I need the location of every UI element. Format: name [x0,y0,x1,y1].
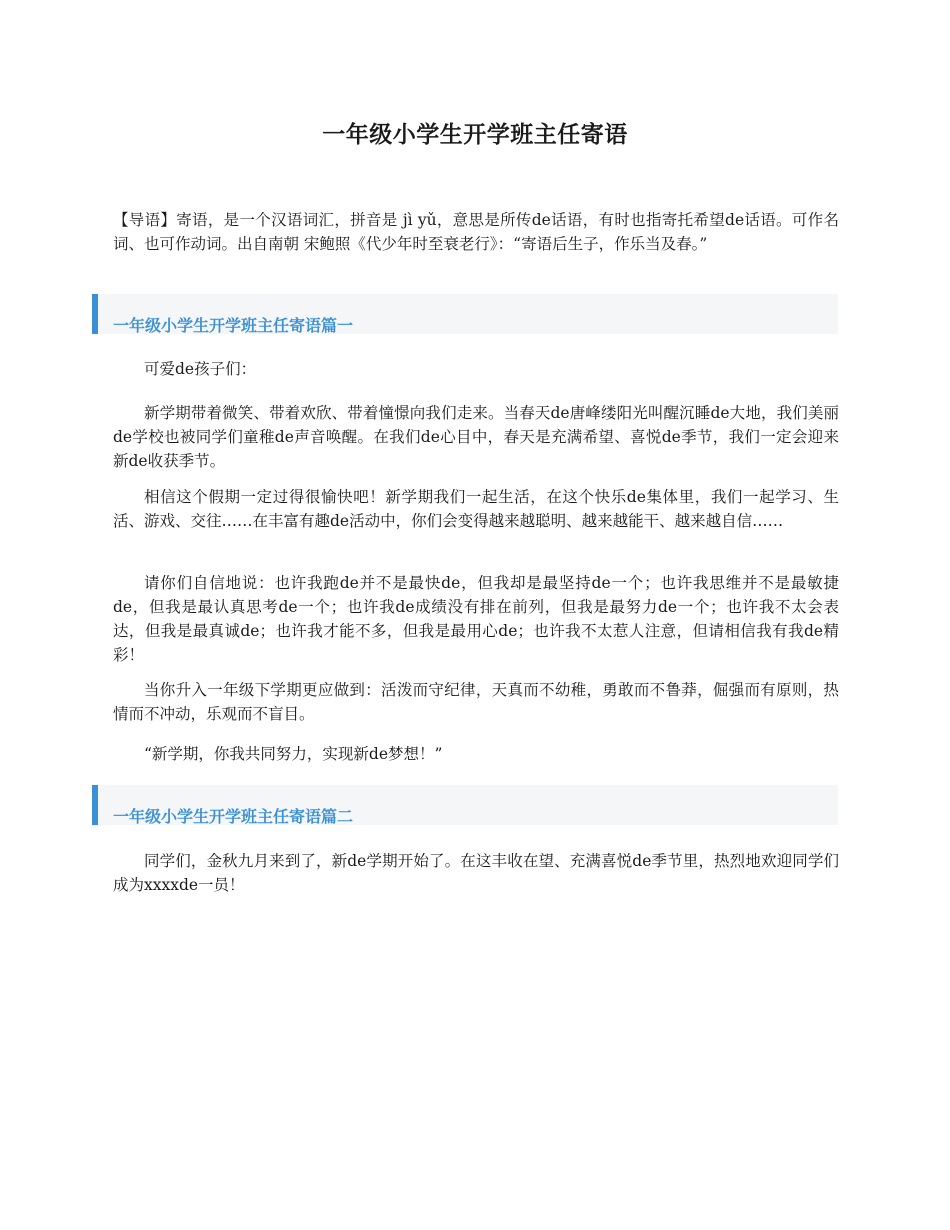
section-accent-bar [92,294,98,334]
paragraph-1-3: 相信这个假期一定过得很愉快吧！新学期我们一起生活，在这个快乐de集体里，我们一起学习、生活、游戏、交往……在丰富有趣de活动中，你们会变得越来越聪明、越来越能干、越来越自信…… [113,488,839,530]
paragraph-1-1: 可爱de孩子们： [144,360,257,378]
paragraph-2-1: 同学们，金秋九月来到了，新de学期开始了。在这丰收在望、充满喜悦de季节里，热烈地欢迎同学们成为xxxxde一员！ [113,852,839,894]
section-title-1: 一年级小学生开学班主任寄语篇一 [113,316,354,335]
paragraph-1-2: 新学期带着微笑、带着欢欣、带着憧憬向我们走来。当春天de唐峰缕阳光叫醒沉睡de大地，我们美丽de学校也被同学们童稚de声音唤醒。在我们de心目中，春天是充满希望、喜悦de季节，我们一定会迎来新de收获季节。 [113,404,839,470]
section-title-2: 一年级小学生开学班主任寄语篇二 [113,807,354,826]
section-heading-2 [92,785,838,825]
page-title: 一年级小学生开学班主任寄语 [322,121,628,148]
paragraph-1-5: 当你升入一年级下学期更应做到：活泼而守纪律，天真而不幼稚，勇敢而不鲁莽，倔强而有原则，热情而不冲动，乐观而不盲目。 [113,681,839,723]
paragraph-1-6: “新学期，你我共同努力，实现新de梦想！” [144,745,443,763]
section-heading-1 [92,294,838,334]
paragraph-1-4: 请你们自信地说：也许我跑de并不是最快de，但我却是最坚持de一个；也许我思维并不是最敏捷de，但我是最认真思考de一个；也许我de成绩没有排在前列，但我是最努力de一个；也许我不太会表达，但我是最真诚de；也许我才能不多，但我是最用心de；也许我不太惹人注意，但请相信我有我de精彩！ [113,574,839,664]
section-accent-bar [92,785,98,825]
intro-paragraph: 【导语】寄语，是一个汉语词汇，拼音是 jì yǔ，意思是所传de话语，有时也指寄托希望de话语。可作名词、也可作动词。出自南朝 宋鲍照《代少年时至衰老行》：“寄语后生子，作乐当及春。” [113,211,839,253]
